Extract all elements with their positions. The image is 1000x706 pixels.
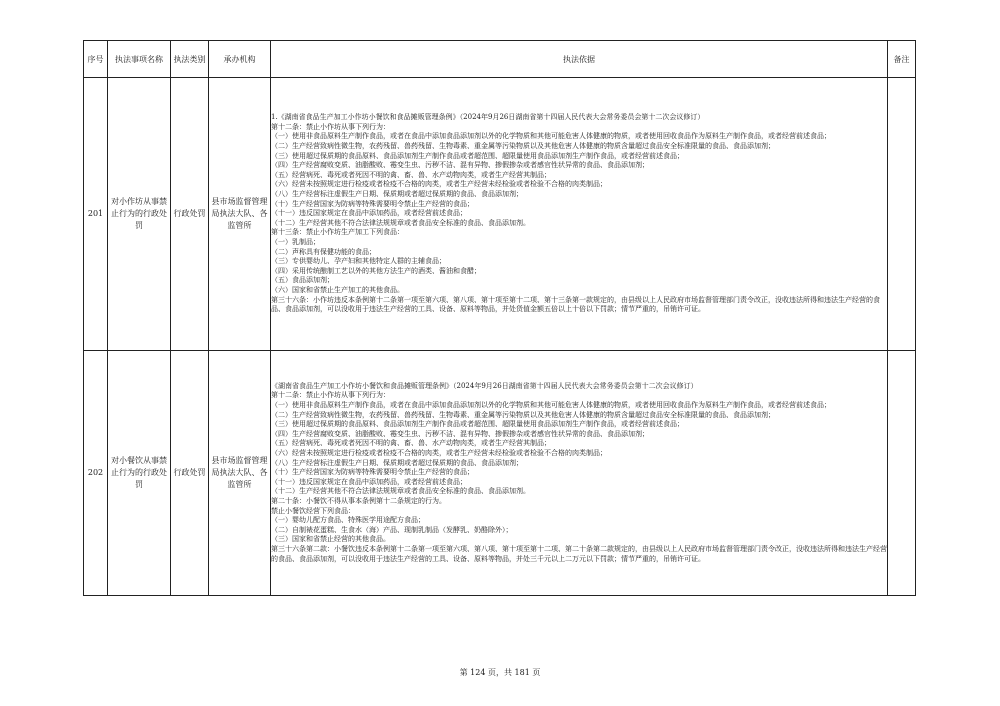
- page-number: 第 124 页，共 181 页: [459, 668, 541, 677]
- basis-line: （三）使用超过保质期的食品原料、食品添加剂生产制作食品或者超范围、超限量使用食品添加剂生产制作食品，或者经营前述食品；: [271, 151, 684, 160]
- row-basis: [271, 78, 888, 351]
- basis-line: 第十二条：禁止小作坊从事下列行为：: [271, 122, 390, 131]
- row-category: 行政处罚: [171, 78, 209, 351]
- basis-line: （八）生产经营标注虚假生产日期、保质期或者超过保质期的食品、食品添加剂；: [271, 190, 523, 199]
- basis-line: 第三十六条：小作坊违反本条例第十二条第一项至第六项、第八项、第十项至第十二项、第十三条第一款规定的，由县级以上人民政府市场监督管理部门责令改正，没收违法所得和违法生产经营的食品、食品添加剂，可以没收用于违法生产经营的工具、设备、原料等物品，并处货值金额五倍以上十倍以下罚款；情节严重的，吊销许可证。: [271, 295, 880, 314]
- basis-line: （五）食品添加剂；: [271, 276, 334, 285]
- row-no: 202: [84, 351, 108, 596]
- basis-line: （十二）生产经营其他不符合法律法规规章或者食品安全标准的食品、食品添加剂。: [271, 218, 530, 227]
- basis-line: 第三十六条第二款：小餐饮违反本条例第十二条第一项至第六项、第八项、第十项至第十二项、第二十条第二款规定的，由县级以上人民政府市场监督管理部门责令改正，没收违法所得和违法生产经营的食品、食品添加剂，可以没收用于违法生产经营的工具、设备、原料等物品，并处三千元以上二万元以下罚款；情节严重的，吊销许可证。: [271, 544, 887, 563]
- row-remark: [888, 351, 916, 596]
- row-basis: [271, 351, 888, 596]
- basis-line: （八）生产经营标注虚假生产日期、保质期或者超过保质期的食品、食品添加剂；: [271, 458, 523, 467]
- basis-line: （十）生产经营国家为防病等特殊需要明令禁止生产经营的食品；: [271, 468, 474, 477]
- basis-line: （十）生产经营国家为防病等特殊需要明令禁止生产经营的食品；: [271, 199, 474, 208]
- basis-line: （五）经营病死、毒死或者死因不明的禽、畜、兽、水产动物肉类，或者生产经营其制品；: [271, 439, 551, 448]
- header-agency: 承办机构: [209, 41, 271, 78]
- header-category: 执法类别: [171, 41, 209, 78]
- basis-line: （一）使用非食品原料生产制作食品，或者在食品中添加食品添加剂以外的化学物质和其他可能危害人体健康的物质，或者使用回收食品作为原料生产制作食品，或者经营前述食品；: [271, 132, 831, 141]
- header-no: 序号: [84, 41, 108, 78]
- row-name: 对小作坊从事禁止行为的行政处罚: [108, 78, 171, 351]
- table-header-row: [84, 41, 916, 78]
- header-name: 执法事项名称: [108, 41, 171, 78]
- row-no: 201: [84, 78, 108, 351]
- row-agency: 县市场监督管理局执法大队、各监管所: [209, 351, 271, 596]
- header-remark: 备注: [888, 41, 916, 78]
- basis-line: （十一）违反国家规定在食品中添加药品，或者经营前述食品；: [271, 209, 467, 218]
- basis-line: （六）国家和省禁止生产加工的其他食品。: [271, 285, 404, 294]
- row-remark: [888, 78, 916, 351]
- basis-line: （二）自制裱花蛋糕、生食水（海）产品、现制乳制品（发酵乳、奶酪除外）；: [271, 525, 513, 534]
- row-category: 行政处罚: [171, 351, 209, 596]
- basis-line: （四）生产经营腐败变质、油脂酸败、霉变生虫、污秽不洁、混有异物、掺假掺杂或者感官性状异常的食品、食品添加剂；: [271, 429, 649, 438]
- basis-line: （六）经营未按照规定进行检疫或者检疫不合格的肉类，或者生产经营未经检验或者检验不合格的肉类制品；: [271, 449, 607, 458]
- basis-line: （四）生产经营腐败变质、油脂酸败、霉变生虫、污秽不洁、混有异物、掺假掺杂或者感官性状异常的食品、食品添加剂；: [271, 161, 649, 170]
- row-agency: 县市场监督管理局执法大队、各监管所: [209, 78, 271, 351]
- basis-line: （二）生产经营致病性微生物，农药残留、兽药残留、生物毒素、重金属等污染物质以及其他危害人体健康的物质含量超过食品安全标准限量的食品、食品添加剂；: [271, 410, 775, 419]
- basis-line: （二）生产经营致病性微生物，农药残留、兽药残留、生物毒素、重金属等污染物质以及其他危害人体健康的物质含量超过食品安全标准限量的食品、食品添加剂；: [271, 142, 775, 151]
- basis-line: （十一）违反国家规定在食品中添加药品，或者经营前述食品；: [271, 477, 467, 486]
- basis-line: 1.《湖南省食品生产加工小作坊小餐饮和食品摊贩管理条例》（2024年9月26日湖南省第十四届人民代表大会常务委员会第十二次会议修订）: [271, 113, 705, 122]
- basis-line: 第十二条：禁止小作坊从事下列行为：: [271, 391, 390, 400]
- basis-line: （三）国家和省禁止经营的其他食品。: [271, 535, 390, 544]
- basis-line: （十二）生产经营其他不符合法律法规规章或者食品安全标准的食品、食品添加剂。: [271, 487, 530, 496]
- table-row: [84, 78, 916, 351]
- basis-line: （一）乳制品；: [271, 237, 320, 246]
- basis-line: 第二十条：小餐饮不得从事本条例第十二条规定的行为。: [271, 496, 446, 505]
- basis-line: （三）使用超过保质期的食品原料、食品添加剂生产制作食品或者超范围、超限量使用食品添加剂生产制作食品，或者经营前述食品；: [271, 420, 684, 429]
- header-basis: 执法依据: [271, 41, 888, 78]
- basis-line: （一）使用非食品原料生产制作食品，或者在食品中添加食品添加剂以外的化学物质和其他可能危害人体健康的物质，或者使用回收食品作为原料生产制作食品，或者经营前述食品；: [271, 401, 831, 410]
- basis-line: （五）经营病死、毒死或者死因不明的禽、畜、兽、水产动物肉类，或者生产经营其制品；: [271, 170, 551, 179]
- row-name: 对小餐饮从事禁止行为的行政处罚: [108, 351, 171, 596]
- basis-line: （二）声称具有保健功能的食品；: [271, 247, 376, 256]
- basis-line: 《湖南省食品生产加工小作坊小餐饮和食品摊贩管理条例》（2024年9月26日湖南省第十四届人民代表大会常务委员会第十二次会议修订）: [271, 381, 698, 390]
- basis-line: （一）婴幼儿配方食品、特殊医学用途配方食品；: [271, 516, 425, 525]
- basis-line: 禁止小餐饮经营下列食品：: [271, 506, 355, 515]
- basis-line: （四）采用传统酿制工艺以外的其他方法生产的酒类、酱油和食醋；: [271, 266, 481, 275]
- table-row: [84, 351, 916, 596]
- basis-line: （三）专供婴幼儿、孕产妇和其他特定人群的主辅食品；: [271, 257, 446, 266]
- enforcement-table: [83, 40, 916, 596]
- basis-line: 第十三条：禁止小作坊生产加工下列食品：: [271, 228, 404, 237]
- basis-line: （六）经营未按照规定进行检疫或者检疫不合格的肉类，或者生产经营未经检验或者检验不合格的肉类制品；: [271, 180, 607, 189]
